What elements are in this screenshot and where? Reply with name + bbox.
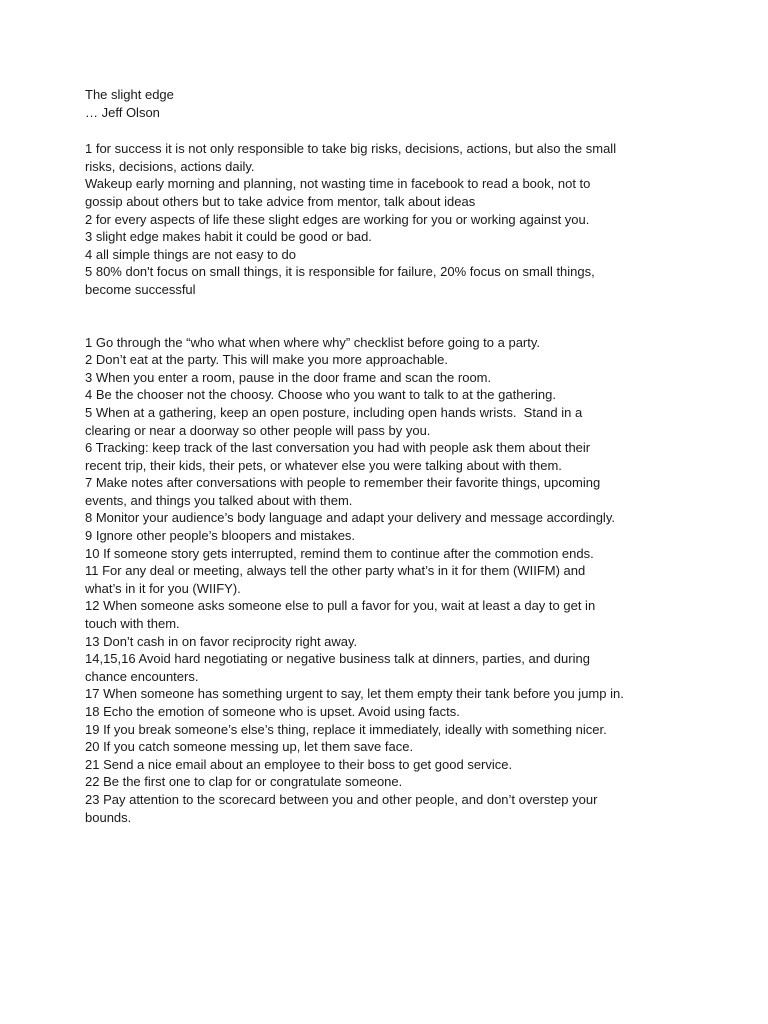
tip-line: 22 Be the first one to clap for or congratulate someone.: [85, 774, 403, 790]
tip-line: 17 When someone has something urgent to say, let them empty their tank before you jump in.: [85, 686, 624, 702]
section-one-line: Wakeup early morning and planning, not wasting time in facebook to read a book, not to gossip about others but to take advice from mentor, talk about ideas: [85, 176, 595, 209]
tip-line: 21 Send a nice email about an employee to their boss to get good service.: [85, 756, 513, 772]
tip-line: 13 Don’t cash in on favor reciprocity right away.: [85, 633, 358, 649]
document-author: … Jeff Olson: [85, 104, 160, 120]
tip-line: 18 Echo the emotion of someone who is upset. Avoid using facts.: [85, 704, 460, 719]
tip-line: 3 When you enter a room, pause in the door frame and scan the room.: [85, 369, 492, 385]
section-one-line: 5 80% don't focus on small things, it is responsible for failure, 20% focus on small things, become successful: [85, 264, 599, 297]
tip-line: 14,15,16 Avoid hard negotiating or negative business talk at dinners, parties, and during chance encounters.: [85, 651, 594, 684]
section-one-line: 1 for success it is not only responsible to take big risks, decisions, actions, but also the small risks, decisions, actions daily.: [85, 141, 620, 174]
section-one-line: 4 all simple things are not easy to do: [85, 246, 297, 262]
tip-line: 20 If you catch someone messing up, let them save face.: [85, 739, 414, 755]
tip-line: 6 Tracking: keep track of the last conversation you had with people ask them about their recent trip, their kids, their pets, or whatever else you were talking about with them.: [85, 440, 594, 473]
tip-line: 11 For any deal or meeting, always tell the other party what’s in it for them (WIIFM) and what’s in it for you (WIIFY).: [85, 563, 589, 596]
section-two: [85, 334, 625, 827]
tip-line: 9 Ignore other people’s bloopers and mistakes.: [85, 528, 356, 544]
tip-line: 4 Be the chooser not the choosy. Choose who you want to talk to at the gathering.: [85, 387, 556, 403]
tip-line: 2 Don’t eat at the party. This will make you more approachable.: [85, 352, 448, 368]
tip-line: 23 Pay attention to the scorecard between you and other people, and don’t overstep your bounds.: [85, 791, 602, 825]
tip-line: 19 If you break someone’s else’s thing, replace it immediately, ideally with something nicer.: [85, 721, 607, 737]
section-one-line: 2 for every aspects of life these slight edges are working for you or working against you.: [85, 211, 590, 227]
section-one-line: 3 slight edge makes habit it could be good or bad.: [85, 229, 372, 245]
tip-line: 12 When someone asks someone else to pull a favor for you, wait at least a day to get in touch with them.: [85, 598, 599, 632]
tip-line: 7 Make notes after conversations with people to remember their favorite things, upcoming events, and things you talked about with them.: [85, 475, 604, 508]
document-title: The slight edge: [85, 87, 174, 102]
tip-line: 5 When at a gathering, keep an open posture, including open hands wrists. Stand in a clearing or near a doorway so other people will pass by you.: [85, 404, 586, 438]
tip-line: 10 If someone story gets interrupted, remind them to continue after the commotion ends.: [85, 545, 594, 561]
section-one: [85, 140, 625, 298]
tip-line: 1 Go through the “who what when where why” checklist before going to a party.: [85, 334, 541, 350]
tip-line: 8 Monitor your audience’s body language and adapt your delivery and message accordingly.: [85, 510, 615, 526]
